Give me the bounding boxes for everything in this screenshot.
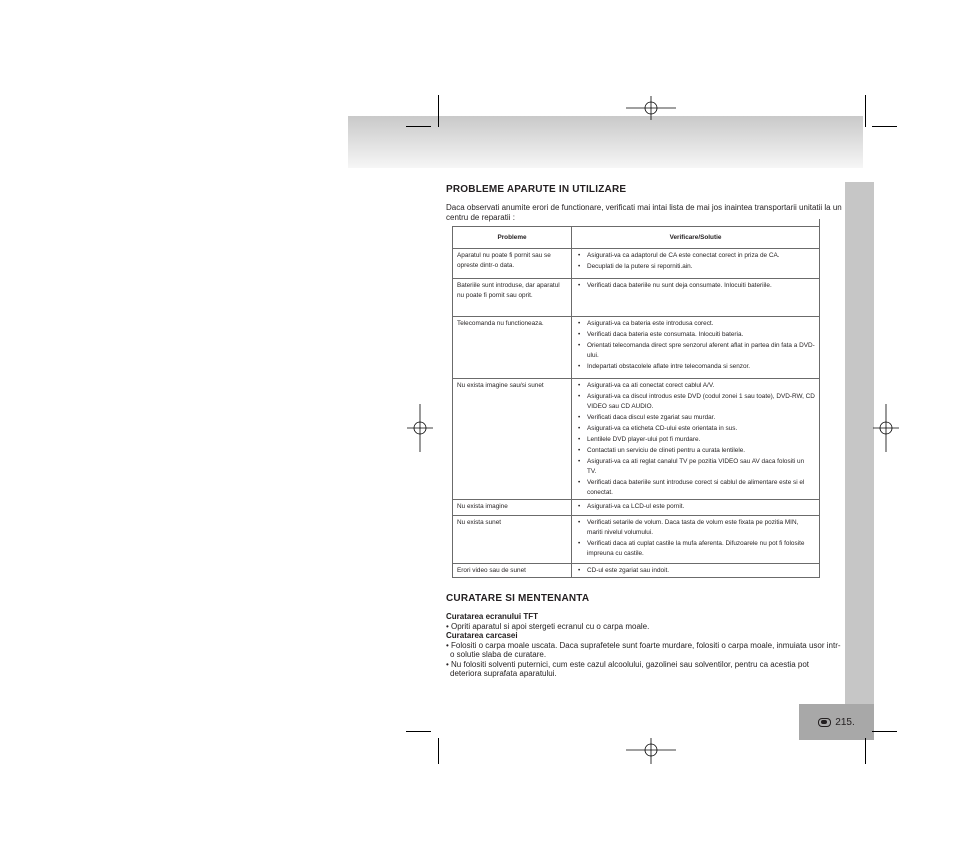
solution-cell — [572, 249, 820, 279]
solution-item: • Orientati telecomanda direct spre senzorul aferent aflat in partea din fata a DVD-ului. — [576, 341, 815, 361]
crop-mark — [406, 126, 431, 127]
solution-item: • Asigurati-va ca LCD-ul este pornit. — [576, 502, 815, 512]
table-row — [453, 500, 820, 516]
section-title-care: CURATARE SI MENTENANTA — [446, 593, 590, 604]
crop-mark — [865, 738, 866, 764]
solution-item: • CD-ul este zgariat sau indoit. — [576, 566, 815, 576]
solution-item: • Indepartati obstacolele aflate intre telecomanda si senzor. — [576, 362, 815, 372]
solution-item: • Verificati daca discul este zgariat sau murdar. — [576, 413, 815, 423]
intro-paragraph: Daca observati anumite erori de functionare, verificati mai intai lista de mai jos inaintea transportarii unitatii la un centru de reparatii : — [446, 203, 842, 222]
solution-cell — [572, 500, 820, 516]
crop-mark — [865, 95, 866, 127]
crop-mark — [872, 731, 897, 732]
table-row — [453, 564, 820, 578]
registration-mark-icon — [873, 404, 899, 452]
registration-mark-icon — [626, 738, 676, 764]
solution-item: • Verificati daca bateria este consumata. Inlocuiti bateria. — [576, 330, 815, 340]
tft-text: • Opriti aparatul si apoi stergeti ecranul cu o carpa moale. — [446, 621, 650, 631]
solution-cell — [572, 279, 820, 317]
table-row — [453, 279, 820, 317]
page-number: 215. — [835, 716, 855, 728]
problem-cell: Nu exista sunet — [453, 516, 572, 564]
problem-cell: Erori video sau de sunet — [453, 564, 572, 578]
crop-mark — [872, 126, 897, 127]
problem-cell: Nu exista imagine — [453, 500, 572, 516]
troubleshooting-table — [452, 226, 820, 578]
table-row — [453, 379, 820, 500]
solution-item: • Asigurati-va ca discul introdus este DVD (codul zonei 1 sau toate), DVD-RW, CD VIDEO sau CD AUDIO. — [576, 392, 815, 412]
side-band — [845, 182, 874, 704]
problem-cell: Aparatul nu poate fi pornit sau se opreste dintr-o data. — [453, 249, 572, 279]
solution-item: • Verificati daca bateriile sunt introduse corect si cablul de alimentare este si el conectat. — [576, 478, 815, 498]
crop-mark — [406, 731, 431, 732]
care-content — [446, 612, 841, 679]
language-icon — [818, 718, 831, 727]
problem-cell: Bateriile sunt introduse, dar aparatul nu poate fi pornit sau oprit. — [453, 279, 572, 317]
solution-item: • Contactati un serviciu de clineti pentru a curata lentilele. — [576, 446, 815, 456]
case-bullet: • Nu folositi solventi puternici, cum este cazul alcoolului, gazolinei sau solventilor, pentru ca acestia pot deteriora suprafata aparatului. — [446, 659, 809, 678]
solution-cell — [572, 317, 820, 379]
column-header-solution: Verificare/Solutie — [572, 227, 820, 249]
solution-item: • Asigurati-va ca bateria este introdusa corect. — [576, 319, 815, 329]
problem-cell: Telecomanda nu functioneaza. — [453, 317, 572, 379]
registration-mark-icon — [626, 96, 676, 120]
solution-cell — [572, 564, 820, 578]
solution-item: • Asigurati-va ca ati conectat corect cablul A/V. — [576, 381, 815, 391]
solution-item: • Asigurati-va ca adaptorul de CA este conectat corect in priza de CA. — [576, 251, 815, 261]
problem-cell: Nu exista imagine sau/si sunet — [453, 379, 572, 500]
solution-item: • Asigurati-va ca ati reglat canalul TV pe pozitia VIDEO sau AV daca folositi un TV. — [576, 457, 815, 477]
crop-mark — [438, 95, 439, 127]
solution-item: • Verificati setarile de volum. Daca tasta de volum este fixata pe pozitia MIN, mariti nivelul volumului. — [576, 518, 815, 538]
table-header-row — [453, 227, 820, 249]
page-number-box — [799, 704, 874, 740]
tft-heading: Curatarea ecranului TFT — [446, 612, 539, 621]
table-row — [453, 516, 820, 564]
solution-item: • Verificati daca ati cuplat castile la mufa aferenta. Difuzoarele nu pot fi folosite impreuna cu castile. — [576, 539, 815, 559]
solution-item: • Verificati daca bateriile nu sunt deja consumate. Inlocuiti bateriile. — [576, 281, 815, 291]
table-row — [453, 249, 820, 279]
table-row — [453, 317, 820, 379]
column-header-problems: Probleme — [453, 227, 572, 249]
solution-cell — [572, 516, 820, 564]
case-heading: Curatarea carcasei — [446, 631, 518, 640]
solution-cell — [572, 379, 820, 500]
solution-item: • Decuplati de la putere si reporniti.ain. — [576, 262, 815, 272]
solution-item: • Asigurati-va ca eticheta CD-ului este orientata in sus. — [576, 424, 815, 434]
solution-item: • Lentilele DVD player-ului pot fi murdare. — [576, 435, 815, 445]
header-band — [348, 116, 863, 168]
case-bullet: • Folositi o carpa moale uscata. Daca suprafetele sunt foarte murdare, folositi o carpa moale, inmuiata usor intr-o solutie slaba de curatare. — [446, 640, 841, 659]
crop-mark — [438, 738, 439, 764]
section-title-problems: PROBLEME APARUTE IN UTILIZARE — [446, 184, 627, 195]
registration-mark-icon — [407, 404, 433, 452]
